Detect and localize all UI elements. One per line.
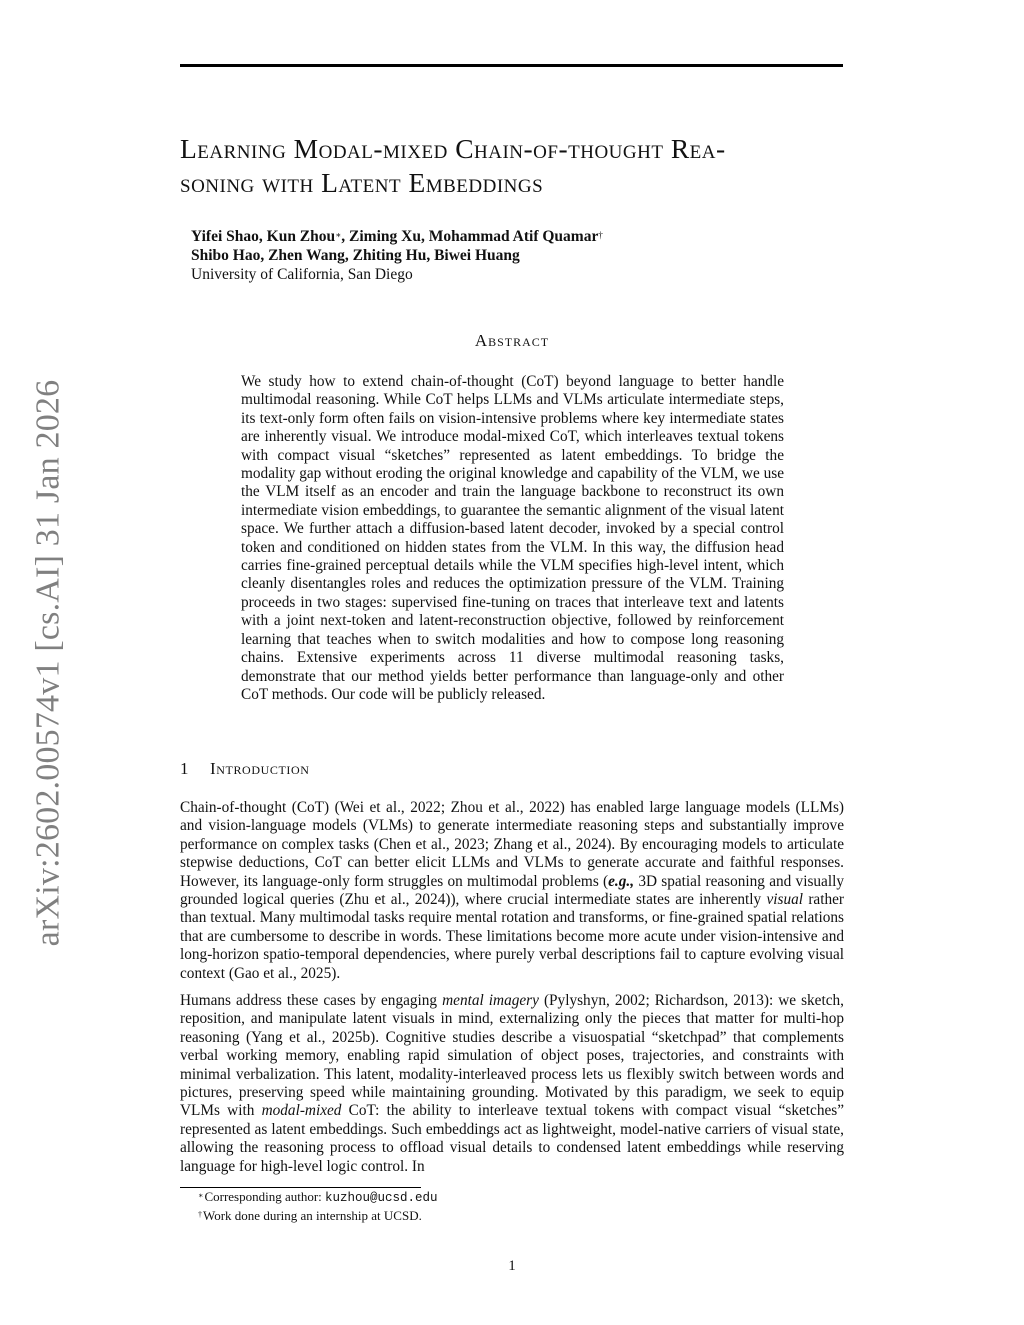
para2-text-a: Humans address these cases by engaging [180, 992, 443, 1009]
intro-paragraph-2 [180, 992, 844, 1176]
footnote-2-mark: † [198, 1210, 202, 1219]
para1-visual: visual [766, 891, 804, 909]
section-title: Introduction [210, 759, 310, 778]
section-heading [180, 759, 310, 779]
para2-modal-mixed: modal-mixed [261, 1102, 342, 1120]
footnote-rule [180, 1187, 421, 1188]
section-number: 1 [180, 759, 190, 778]
para2-text-c: CoT: the ability to interleave textual tokens with compact visual “sketches” represented as latent embeddings. Such embeddings act as lightweight, model-native carriers of visual state, allowing the reasoning process to offload visual details to condensed latent embeddings while reserving language for high-level logic control. In [180, 1102, 844, 1175]
footnote-2-text: Work done during an internship at UCSD. [203, 1208, 422, 1223]
intro-paragraph-1 [180, 799, 844, 983]
footnote-2 [198, 1208, 422, 1224]
corresponding-mark: ∗ [335, 230, 342, 240]
paper-title [180, 132, 850, 200]
arxiv-id: arXiv:2602.00574v1 [cs.AI] 31 Jan 2026 [29, 379, 66, 946]
author-names-1b: , Ziming Xu, Mohammad Atif Quamar [341, 228, 599, 245]
para2-mental-imagery: mental imagery [442, 992, 539, 1009]
author-names-1a: Yifei Shao, Kun Zhou [191, 228, 336, 245]
author-line-1 [191, 227, 603, 246]
para1-text-a: Chain-of-thought (CoT) (Wei et al., 2022; Zhou et al., 2022) has enabled large language models (LLMs) and vision-language models (VLMs) to generate intermediate reasoning steps and substantially improve performance on complex tasks (Chen et al., 2023; Zhang et al., 2024). By encouraging models to articulate stepwise deductions, CoT can better elicit LLMs and VLMs to generate accurate and faithful responses. However, its language-only form struggles on multimodal problems ( [180, 799, 844, 890]
top-rule [180, 64, 843, 67]
page-number: 1 [508, 1258, 516, 1274]
corresponding-email[interactable]: kuzhou@ucsd.edu [325, 1191, 438, 1205]
para1-eg: e.g., [608, 872, 635, 890]
affiliation: University of California, San Diego [191, 266, 413, 283]
internship-mark: † [598, 230, 603, 240]
abstract-text: We study how to extend chain-of-thought (CoT) beyond language to better handle multimodal reasoning. While CoT helps LLMs and VLMs articulate intermediate steps, its text-only form often fails on vision-intensive problems where key intermediate states are inherently visual. We introduce modal-mixed CoT, which interleaves textual tokens with compact visual “sketches” represented as latent embeddings. To bridge the modality gap without eroding the original knowledge and capability of the VLM, we use the VLM itself as an encoder and train the language backbone to reconstruct its own intermediate vision embeddings, to guarantee the semantic alignment of the visual latent space. We further attach a diffusion-based latent decoder, invoked by a special control token and conditioned on hidden states from the VLM. In this way, the diffusion head carries fine-grained perceptual details while the VLM specifies high-level intent, which cleanly disentangles roles and reduces the optimization pressure of the VLM. Training proceeds in two stages: supervised fine-tuning on traces that interleave text and latents with a joint next-token and latent-reconstruction objective, followed by reinforcement learning that teaches when to switch modalities and how to compose long reasoning chains. Extensive experiments across 11 diverse multimodal reasoning tasks, demonstrate that our method yields better performance than language-only and other CoT methods. Our code will be publicly released. [241, 373, 784, 703]
title-line-1: Learning Modal-mixed Chain-of-thought Rea- [180, 133, 726, 164]
footnote-1 [198, 1189, 438, 1206]
arxiv-sidebar-stamp [18, 380, 78, 945]
title-line-2: soning with Latent Embeddings [180, 167, 544, 198]
para2-text-b: (Pylyshyn, 2002; Richardson, 2013): we sketch, reposition, and manipulate latent visuals in mind, externalizing only the pieces that matter for multi-hop reasoning (Yang et al., 2025b). Cognitive studies describe a visuospatial “sketchpad” that complements verbal working memory, enabling rapid simulation of object poses, trajectories, and constraints with minimal verbalization. This latent, modality-interleaved process lets us flexibly switch between words and pictures, preserving speed while maintaining grounding. Motivated by this paradigm, we seek to equip VLMs with [180, 992, 844, 1120]
para1-text-c: rather than textual. Many multimodal tasks require mental rotation and transforms, or fine-grained spatial relations that are cumbersome to describe in words. These limitations become more acute under vision-intensive and long-horizon spatio-temporal dependencies, where purely verbal descriptions fail to capture evolving visual context (Gao et al., 2025). [180, 891, 844, 982]
footnote-1-text: Corresponding author: [204, 1189, 326, 1204]
author-block [191, 227, 603, 284]
footnote-1-mark: ∗ [198, 1191, 204, 1200]
abstract-heading: Abstract [474, 331, 550, 350]
para1-text-b: 3D spatial reasoning and visually grounded logical queries (Zhu et al., 2024)), where crucial intermediate states are inherently [180, 872, 844, 909]
author-line-2: Shibo Hao, Zhen Wang, Zhiting Hu, Biwei Huang [191, 247, 520, 264]
